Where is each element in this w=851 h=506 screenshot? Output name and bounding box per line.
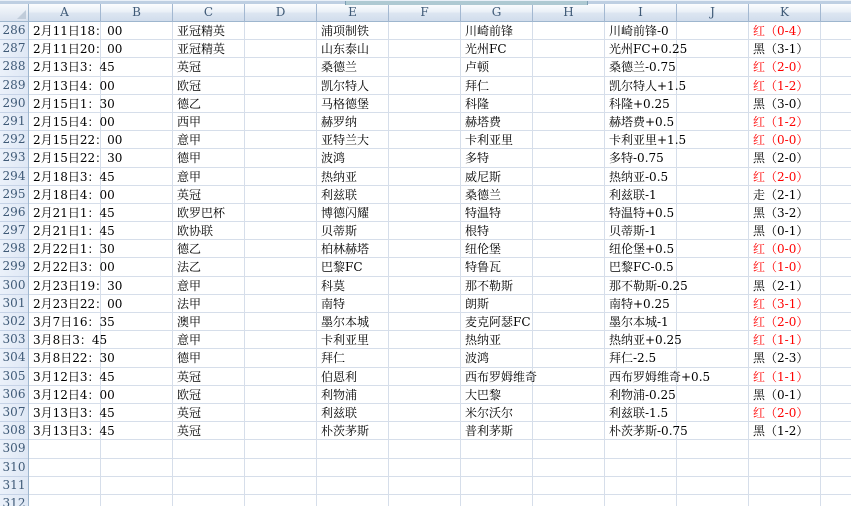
cell-handicap[interactable]: 川崎前锋-0 xyxy=(609,24,669,38)
cell-league[interactable]: 意甲 xyxy=(177,278,202,293)
table-row xyxy=(29,313,851,331)
table-row xyxy=(29,186,851,204)
table-row xyxy=(29,240,851,258)
cell-handicap[interactable]: 那不勒斯-0.25 xyxy=(609,278,688,293)
cell-datetime[interactable]: 2月15日22：00 xyxy=(33,133,123,148)
cell-league[interactable]: 英冠 xyxy=(177,369,202,384)
cell-away-team[interactable]: 朗斯 xyxy=(465,296,490,311)
column-header-E[interactable]: E xyxy=(317,4,389,22)
cell-away-team[interactable]: 多特 xyxy=(465,151,490,166)
cell-home-team[interactable]: 拜仁 xyxy=(321,351,346,366)
cell-home-team[interactable]: 赫罗纳 xyxy=(321,114,358,129)
cell-away-team[interactable]: 威尼斯 xyxy=(465,169,502,184)
table-row xyxy=(29,368,851,386)
cell-result[interactable]: 黑（2-0） xyxy=(753,151,809,166)
cell-home-team[interactable]: 利兹联 xyxy=(321,187,358,202)
cell-away-team[interactable]: 特温特 xyxy=(465,205,502,220)
cell-result[interactable]: 黑（0-1） xyxy=(753,387,809,402)
cell-home-team[interactable]: 马格德堡 xyxy=(321,96,370,111)
cell-league[interactable]: 德甲 xyxy=(177,351,202,366)
cell-league[interactable]: 英冠 xyxy=(177,60,202,75)
column-header-row xyxy=(0,4,851,22)
formula-bar-divider xyxy=(345,1,588,5)
cell-handicap[interactable]: 拜仁-2.5 xyxy=(609,351,657,366)
cell-datetime[interactable]: 2月15日4：00 xyxy=(33,114,115,129)
cells-grid[interactable] xyxy=(29,22,851,506)
cell-result[interactable]: 黑（0-1） xyxy=(753,224,809,239)
cell-datetime[interactable]: 2月11日20：00 xyxy=(33,42,123,57)
cell-home-team[interactable]: 贝蒂斯 xyxy=(321,224,358,239)
cell-league[interactable]: 意甲 xyxy=(177,333,202,348)
cell-handicap[interactable]: 凯尔特人+1.5 xyxy=(609,78,687,93)
cell-away-team[interactable]: 拜仁 xyxy=(465,78,490,93)
row-header-307[interactable]: 307 xyxy=(0,404,28,422)
cell-away-team[interactable]: 波鸿 xyxy=(465,351,490,366)
cell-home-team[interactable]: 利物浦 xyxy=(321,387,358,402)
cell-handicap[interactable]: 南特+0.25 xyxy=(609,296,670,311)
row-header-290[interactable]: 290 xyxy=(0,95,28,113)
cell-datetime[interactable]: 2月13日4：00 xyxy=(33,78,115,93)
cell-away-team[interactable]: 卢顿 xyxy=(465,60,490,75)
select-all-triangle-icon xyxy=(17,10,26,19)
cell-datetime[interactable]: 3月13日3：45 xyxy=(33,424,115,439)
cell-league[interactable]: 亚冠精英 xyxy=(177,24,226,38)
cell-handicap[interactable]: 墨尔本城-1 xyxy=(609,315,669,329)
table-row xyxy=(29,495,851,506)
column-header-H[interactable]: H xyxy=(533,4,605,22)
cell-home-team[interactable]: 浦项制铁 xyxy=(321,24,370,38)
cell-result[interactable]: 黑（2-3） xyxy=(753,351,809,366)
row-header-287[interactable]: 287 xyxy=(0,40,28,58)
table-row xyxy=(29,95,851,113)
cell-away-team[interactable]: 桑德兰 xyxy=(465,187,502,202)
cell-result[interactable]: 黑（3-1） xyxy=(753,42,809,57)
cell-league[interactable]: 英冠 xyxy=(177,405,202,420)
column-header-F[interactable]: F xyxy=(389,4,461,22)
cell-league[interactable]: 西甲 xyxy=(177,114,202,129)
cell-home-team[interactable]: 波鸿 xyxy=(321,151,346,166)
table-row xyxy=(29,222,851,240)
row-header-312[interactable]: 312 xyxy=(0,495,28,506)
cell-home-team[interactable]: 柏林赫塔 xyxy=(321,242,370,257)
cell-datetime[interactable]: 2月18日3：45 xyxy=(33,169,115,184)
cell-datetime[interactable]: 3月8日3：45 xyxy=(33,333,108,348)
row-header-301[interactable]: 301 xyxy=(0,295,28,313)
cell-handicap[interactable]: 巴黎FC-0.5 xyxy=(609,260,674,275)
cell-datetime[interactable]: 2月13日3：45 xyxy=(33,60,115,75)
table-row xyxy=(29,386,851,404)
cell-home-team[interactable]: 伯恩利 xyxy=(321,369,358,384)
table-row xyxy=(29,149,851,167)
table-row xyxy=(29,331,851,349)
cell-datetime[interactable]: 3月8日22：30 xyxy=(33,351,115,366)
cell-result[interactable]: 黑（3-2） xyxy=(753,205,809,220)
cell-result[interactable]: 红（1-0） xyxy=(753,260,809,275)
cell-handicap[interactable]: 科隆+0.25 xyxy=(609,96,670,111)
row-header-296[interactable]: 296 xyxy=(0,204,28,222)
formula-bar-bottom-edge xyxy=(0,0,851,4)
cell-handicap[interactable]: 光州FC+0.25 xyxy=(609,42,688,57)
cell-away-team[interactable]: 米尔沃尔 xyxy=(465,405,514,420)
cell-league[interactable]: 意甲 xyxy=(177,169,202,184)
table-row xyxy=(29,22,851,40)
row-header-308[interactable]: 308 xyxy=(0,422,28,440)
row-header-309[interactable]: 309 xyxy=(0,440,28,458)
column-header-J[interactable]: J xyxy=(677,4,749,22)
cell-datetime[interactable]: 2月21日1：45 xyxy=(33,224,115,239)
cell-league[interactable]: 亚冠精英 xyxy=(177,42,226,57)
cell-handicap[interactable]: 特温特+0.5 xyxy=(609,205,675,220)
cell-result[interactable]: 红（0-4） xyxy=(753,24,809,38)
cell-league[interactable]: 法甲 xyxy=(177,296,202,311)
cell-away-team[interactable]: 大巴黎 xyxy=(465,387,502,402)
column-header-K[interactable]: K xyxy=(749,4,821,22)
row-header-288[interactable]: 288 xyxy=(0,58,28,76)
cell-league[interactable]: 欧冠 xyxy=(177,387,202,402)
column-headers xyxy=(29,4,851,22)
cell-league[interactable]: 德甲 xyxy=(177,151,202,166)
select-all-corner[interactable] xyxy=(0,4,29,22)
cell-datetime[interactable]: 3月12日4：00 xyxy=(33,387,115,402)
row-header-305[interactable]: 305 xyxy=(0,368,28,386)
cell-league[interactable]: 意甲 xyxy=(177,133,202,148)
cell-result[interactable]: 红（2-0） xyxy=(753,315,809,329)
table-row xyxy=(29,404,851,422)
table-row xyxy=(29,204,851,222)
cell-away-team[interactable]: 纽伦堡 xyxy=(465,242,502,257)
table-row xyxy=(29,459,851,477)
column-header-G[interactable]: G xyxy=(461,4,533,22)
cell-away-team[interactable]: 光州FC xyxy=(465,42,507,57)
cell-handicap[interactable]: 热纳亚-0.5 xyxy=(609,169,669,184)
cell-home-team[interactable]: 科莫 xyxy=(321,278,346,293)
cell-league[interactable]: 英冠 xyxy=(177,424,202,439)
row-header-291[interactable]: 291 xyxy=(0,113,28,131)
cell-datetime[interactable]: 2月15日22：30 xyxy=(33,151,123,166)
cell-result[interactable]: 红（1-1） xyxy=(753,369,809,384)
cell-handicap[interactable]: 桑德兰-0.75 xyxy=(609,60,676,75)
cell-league[interactable]: 欧冠 xyxy=(177,78,202,93)
cell-result[interactable]: 红（0-0） xyxy=(753,133,809,148)
cell-home-team[interactable]: 利兹联 xyxy=(321,405,358,420)
cell-away-team[interactable]: 那不勒斯 xyxy=(465,278,514,293)
cell-handicap[interactable]: 利兹联-1.5 xyxy=(609,405,669,420)
row-headers xyxy=(0,22,29,506)
cell-result[interactable]: 黑（3-0） xyxy=(753,96,809,111)
cell-result[interactable]: 红（3-1） xyxy=(753,296,809,311)
row-header-297[interactable]: 297 xyxy=(0,222,28,240)
cell-home-team[interactable]: 墨尔本城 xyxy=(321,315,370,329)
table-row xyxy=(29,440,851,458)
table-row xyxy=(29,477,851,495)
cell-away-team[interactable]: 卡利亚里 xyxy=(465,133,514,148)
cell-result[interactable]: 黑（1-2） xyxy=(753,424,809,439)
row-header-295[interactable]: 295 xyxy=(0,186,28,204)
cell-datetime[interactable]: 3月7日16：35 xyxy=(33,315,115,329)
cell-result[interactable]: 红（2-0） xyxy=(753,60,809,75)
cell-home-team[interactable]: 山东泰山 xyxy=(321,42,370,57)
row-header-294[interactable]: 294 xyxy=(0,168,28,186)
cell-handicap[interactable]: 纽伦堡+0.5 xyxy=(609,242,675,257)
cell-league[interactable]: 法乙 xyxy=(177,260,202,275)
cell-datetime[interactable]: 3月13日3：45 xyxy=(33,405,115,420)
cell-result[interactable]: 红（1-2） xyxy=(753,114,809,129)
cell-handicap[interactable]: 利兹联-1 xyxy=(609,187,657,202)
row-header-311[interactable]: 311 xyxy=(0,477,28,495)
cell-handicap[interactable]: 利物浦-0.25 xyxy=(609,387,676,402)
cell-handicap[interactable]: 多特-0.75 xyxy=(609,151,664,166)
cell-handicap[interactable]: 贝蒂斯-1 xyxy=(609,224,657,239)
cell-league[interactable]: 德乙 xyxy=(177,242,202,257)
cell-away-team[interactable]: 赫塔费 xyxy=(465,114,502,129)
table-row xyxy=(29,113,851,131)
cell-result[interactable]: 红（2-0） xyxy=(753,169,809,184)
table-row xyxy=(29,77,851,95)
cell-datetime[interactable]: 3月12日3：45 xyxy=(33,369,115,384)
column-header-B[interactable]: B xyxy=(101,4,173,22)
cell-datetime[interactable]: 2月22日3：00 xyxy=(33,260,115,275)
cell-league[interactable]: 欧罗巴杯 xyxy=(177,205,226,220)
row-header-289[interactable]: 289 xyxy=(0,77,28,95)
cell-handicap[interactable]: 西布罗姆维奇+0.5 xyxy=(609,369,711,384)
table-row xyxy=(29,131,851,149)
cell-home-team[interactable]: 桑德兰 xyxy=(321,60,358,75)
cell-result[interactable]: 红（1-2） xyxy=(753,78,809,93)
row-header-292[interactable]: 292 xyxy=(0,131,28,149)
row-header-286[interactable]: 286 xyxy=(0,22,28,40)
cell-league[interactable]: 欧协联 xyxy=(177,224,214,239)
cell-result[interactable]: 黑（2-1） xyxy=(753,278,809,293)
cell-away-team[interactable]: 根特 xyxy=(465,224,490,239)
column-header-C[interactable]: C xyxy=(173,4,245,22)
cell-handicap[interactable]: 卡利亚里+1.5 xyxy=(609,133,687,148)
table-row xyxy=(29,295,851,313)
cell-home-team[interactable]: 博德闪耀 xyxy=(321,205,370,220)
table-row xyxy=(29,168,851,186)
cell-datetime[interactable]: 2月15日1：30 xyxy=(33,96,115,111)
cell-away-team[interactable]: 科隆 xyxy=(465,96,490,111)
column-header-A[interactable]: A xyxy=(29,4,101,22)
cell-home-team[interactable]: 亚特兰大 xyxy=(321,133,370,148)
cell-home-team[interactable]: 凯尔特人 xyxy=(321,78,370,93)
column-header-I[interactable]: I xyxy=(605,4,677,22)
cell-away-team[interactable]: 川崎前锋 xyxy=(465,24,514,38)
cell-result[interactable]: 红（0-0） xyxy=(753,242,809,257)
cell-handicap[interactable]: 朴茨茅斯-0.75 xyxy=(609,424,688,439)
cell-datetime[interactable]: 2月21日1：45 xyxy=(33,205,115,220)
cell-away-team[interactable]: 普利茅斯 xyxy=(465,424,514,439)
column-header-D[interactable]: D xyxy=(245,4,317,22)
cell-datetime[interactable]: 2月11日18：00 xyxy=(33,24,123,38)
column-header-partial xyxy=(821,4,851,22)
cell-away-team[interactable]: 特鲁瓦 xyxy=(465,260,502,275)
table-row xyxy=(29,422,851,440)
cell-datetime[interactable]: 2月18日4：00 xyxy=(33,187,115,202)
cell-datetime[interactable]: 2月23日19：30 xyxy=(33,278,123,293)
row-header-299[interactable]: 299 xyxy=(0,258,28,276)
row-header-306[interactable]: 306 xyxy=(0,386,28,404)
cell-handicap[interactable]: 赫塔费+0.5 xyxy=(609,114,675,129)
row-header-304[interactable]: 304 xyxy=(0,349,28,367)
row-header-300[interactable]: 300 xyxy=(0,277,28,295)
cell-handicap[interactable]: 热纳亚+0.25 xyxy=(609,333,682,348)
cell-home-team[interactable]: 南特 xyxy=(321,296,346,311)
cell-away-team[interactable]: 热纳亚 xyxy=(465,333,502,348)
row-header-303[interactable]: 303 xyxy=(0,331,28,349)
row-header-298[interactable]: 298 xyxy=(0,240,28,258)
sheet-grid xyxy=(0,22,851,506)
cell-home-team[interactable]: 巴黎FC xyxy=(321,260,363,275)
cell-datetime[interactable]: 2月23日22：00 xyxy=(33,296,123,311)
cell-result[interactable]: 走（2-1） xyxy=(753,187,809,202)
cell-league[interactable]: 德乙 xyxy=(177,96,202,111)
table-row xyxy=(29,277,851,295)
table-row xyxy=(29,258,851,276)
cell-home-team[interactable]: 朴茨茅斯 xyxy=(321,424,370,439)
cell-league[interactable]: 澳甲 xyxy=(177,315,202,329)
table-row xyxy=(29,40,851,58)
row-header-310[interactable]: 310 xyxy=(0,459,28,477)
row-header-293[interactable]: 293 xyxy=(0,149,28,167)
row-header-302[interactable]: 302 xyxy=(0,313,28,331)
table-row xyxy=(29,58,851,76)
table-row xyxy=(29,349,851,367)
cell-home-team[interactable]: 卡利亚里 xyxy=(321,333,370,348)
cell-away-team[interactable]: 麦克阿瑟FC xyxy=(465,315,531,329)
cell-result[interactable]: 红（2-0） xyxy=(753,405,809,420)
cell-result[interactable]: 红（1-1） xyxy=(753,333,809,348)
cell-league[interactable]: 英冠 xyxy=(177,187,202,202)
cell-away-team[interactable]: 西布罗姆维奇 xyxy=(465,369,538,384)
cell-datetime[interactable]: 2月22日1：30 xyxy=(33,242,115,257)
cell-home-team[interactable]: 热纳亚 xyxy=(321,169,358,184)
